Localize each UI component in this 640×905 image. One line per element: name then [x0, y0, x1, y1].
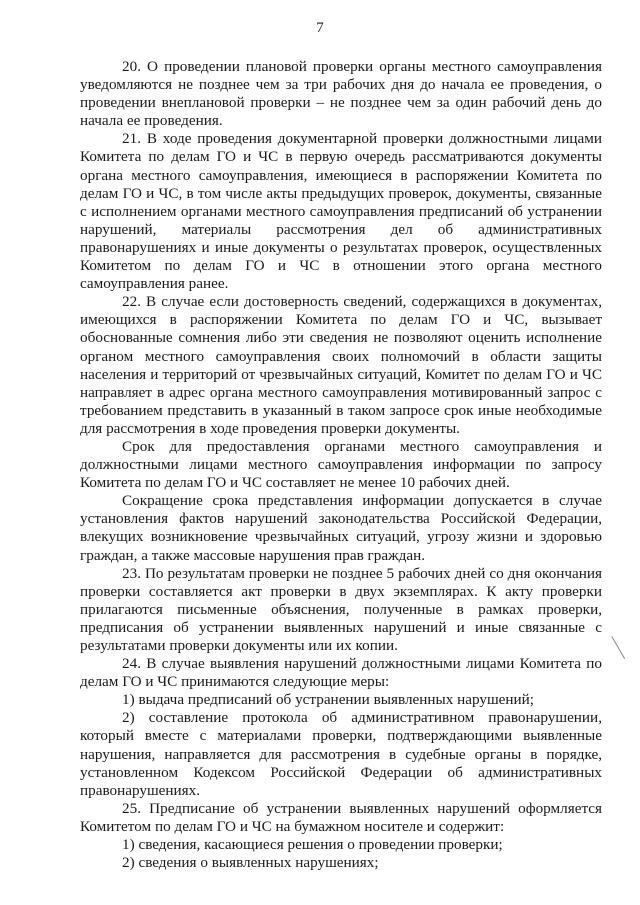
paragraph-25-item-2: 2) сведения о выявленных нарушениях; [122, 854, 379, 872]
page-number: 7 [316, 20, 324, 36]
margin-pen-mark [611, 631, 634, 659]
document-body [80, 58, 602, 872]
paragraph-20: 20. О проведении плановой проверки органы местного самоуправления уведомляются не позднее чем за три рабочих дня до начала ее проведения, о проведении внеплановой проверки – не позднее чем за один рабочий день до начала ее проведения. [80, 58, 602, 130]
paragraph-21: 21. В ходе проведения документарной проверки должностными лицами Комитета по делам ГО и ЧС в первую очередь рассматриваются документы органа местного самоуправления, имеющиеся в распоряжении Комитета по делам ГО и ЧС, в том числе акты предыдущих проверок, документы, связанные с исполнением органами местного самоуправления предписаний об устранении нарушений, материалы рассмотрения дел об административных правонарушениях и иные документы о результатах проверок, осуществленных Комитетом по делам ГО и ЧС в отношении этого органа местного самоуправления ранее. [80, 130, 602, 293]
paragraph-22-term: Срок для предоставления органами местного самоуправления и должностными лицами местного самоуправления информации по запросу Комитета по делам ГО и ЧС составляет не менее 10 рабочих дней. [80, 437, 602, 492]
paragraph-24: 24. В случае выявления нарушений должностными лицами Комитета по делам ГО и ЧС принимаются следующие меры: [80, 655, 602, 691]
paragraph-22: 22. В случае если достоверность сведений, содержащихся в документах, имеющихся в распоряжении Комитета по делам ГО и ЧС, вызывает обоснованные сомнения либо эти сведения не позволяют оценить исполнение органом местного самоуправления своих полномочий в области защиты населения и территорий от чрезвычайных ситуаций, Комитет по делам ГО и ЧС направляет в адрес органа местного самоуправления мотивированный запрос с требованием представить в указанный в таком запросе срок иные необходимые для рассмотрения в ходе проведения проверки документы. [80, 293, 602, 437]
paragraph-25-item-1: 1) сведения, касающиеся решения о проведении проверки; [122, 836, 503, 854]
paragraph-25: 25. Предписание об устранении выявленных нарушений оформляется Комитетом по делам ГО и ЧС на бумажном носителе и содержит: [80, 799, 602, 835]
paragraph-24-item-2: 2) составление протокола об административном правонарушении, который вместе с материалами проверки, подтверждающими выявленные нарушения, направляется для рассмотрения в судебные органы в порядке, установленном Кодексом Российской Федерации об административных правонарушениях. [80, 709, 602, 799]
paragraph-24-item-1: 1) выдача предписаний об устранении выявленных нарушений; [122, 691, 535, 709]
paragraph-23: 23. По результатам проверки не позднее 5 рабочих дней со дня окончания проверки составляется акт проверки в двух экземплярах. К акту проверки прилагаются письменные объяснения, полученные в рамках проверки, предписания об устранении выявленных нарушений и иные связанные с результатами проверки документы или их копии. [80, 564, 602, 654]
paragraph-22-reduction: Сокращение срока представления информации допускается в случае установления фактов нарушений законодательства Российской Федерации, влекущих возникновение чрезвычайных ситуаций, угрозу жизни и здоровью граждан, а также массовые нарушения прав граждан. [80, 492, 602, 564]
